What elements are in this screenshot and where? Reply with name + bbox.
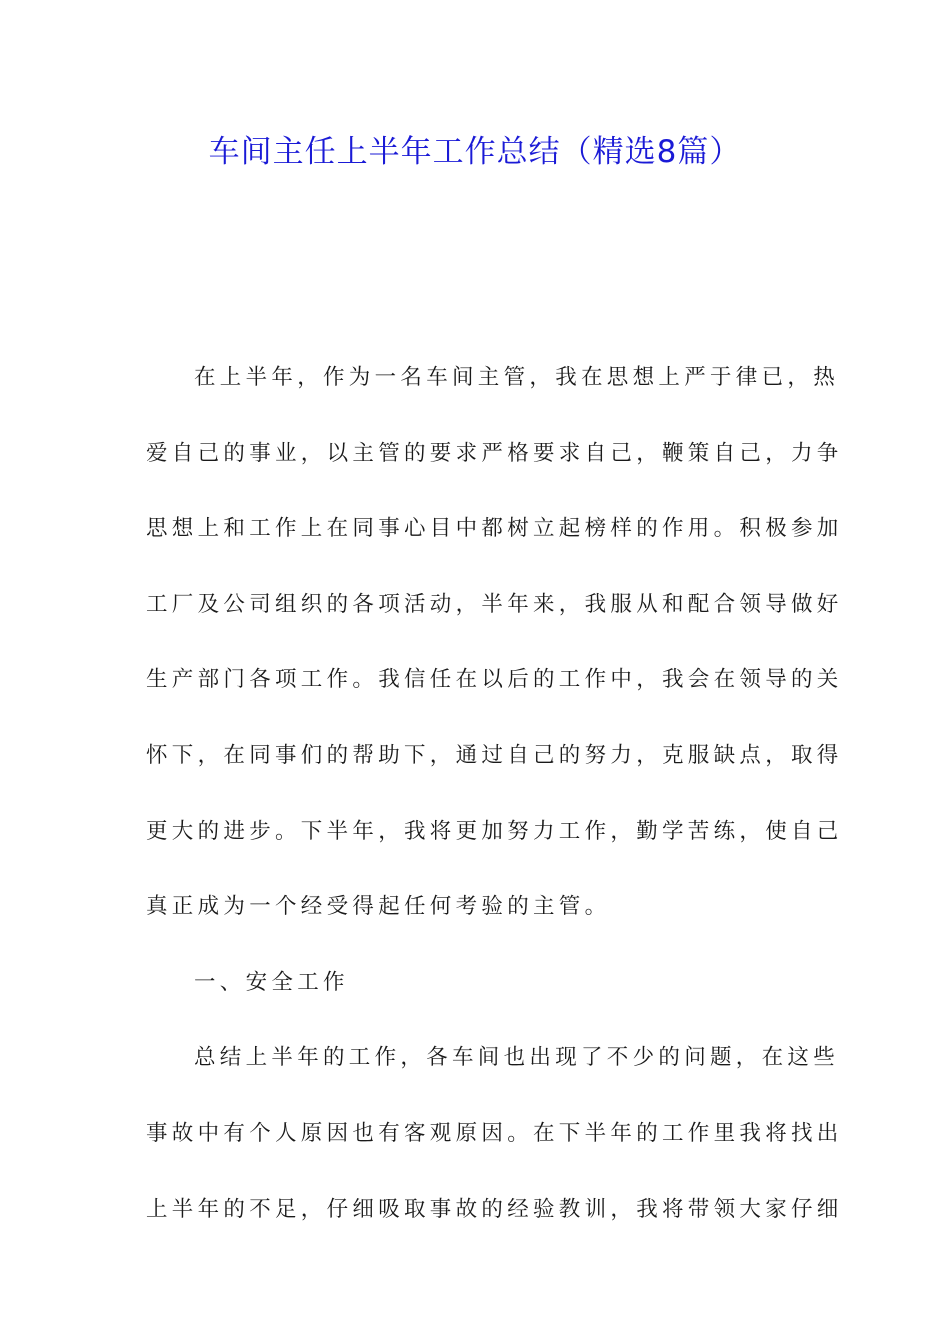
paragraph-line: 爱自己的事业，以主管的要求严格要求自己，鞭策自己，力争 [146, 440, 843, 466]
paragraph-line: 事故中有个人原因也有客观原因。在下半年的工作里我将找出 [146, 1120, 843, 1146]
paragraph-line: 更大的进步。下半年，我将更加努力工作，勤学苦练，使自己 [146, 818, 843, 844]
paragraph-line: 怀下，在同事们的帮助下，通过自己的努力，克服缺点，取得 [146, 742, 843, 768]
paragraph-line: 思想上和工作上在同事心目中都树立起榜样的作用。积极参加 [146, 516, 843, 542]
paragraph-line: 在上半年，作为一名车间主管，我在思想上严于律已，热 [194, 365, 840, 390]
paragraph-line: 真正成为一个经受得起任何考验的主管。 [146, 894, 611, 920]
document-title: 车间主任上半年工作总结（精选8篇） [208, 134, 742, 170]
paragraph-line: 生产部门各项工作。我信任在以后的工作中，我会在领导的关 [146, 667, 843, 693]
document-body [146, 340, 843, 1247]
paragraph-line: 上半年的不足，仔细吸取事故的经验教训，我将带领大家仔细 [146, 1196, 843, 1222]
paragraph-line: 工厂及公司组织的各项活动，半年来，我服从和配合领导做好 [146, 591, 843, 617]
section-heading: 一、安全工作 [194, 969, 349, 995]
paragraph-line: 总结上半年的工作，各车间也出现了不少的问题，在这些 [194, 1045, 840, 1071]
